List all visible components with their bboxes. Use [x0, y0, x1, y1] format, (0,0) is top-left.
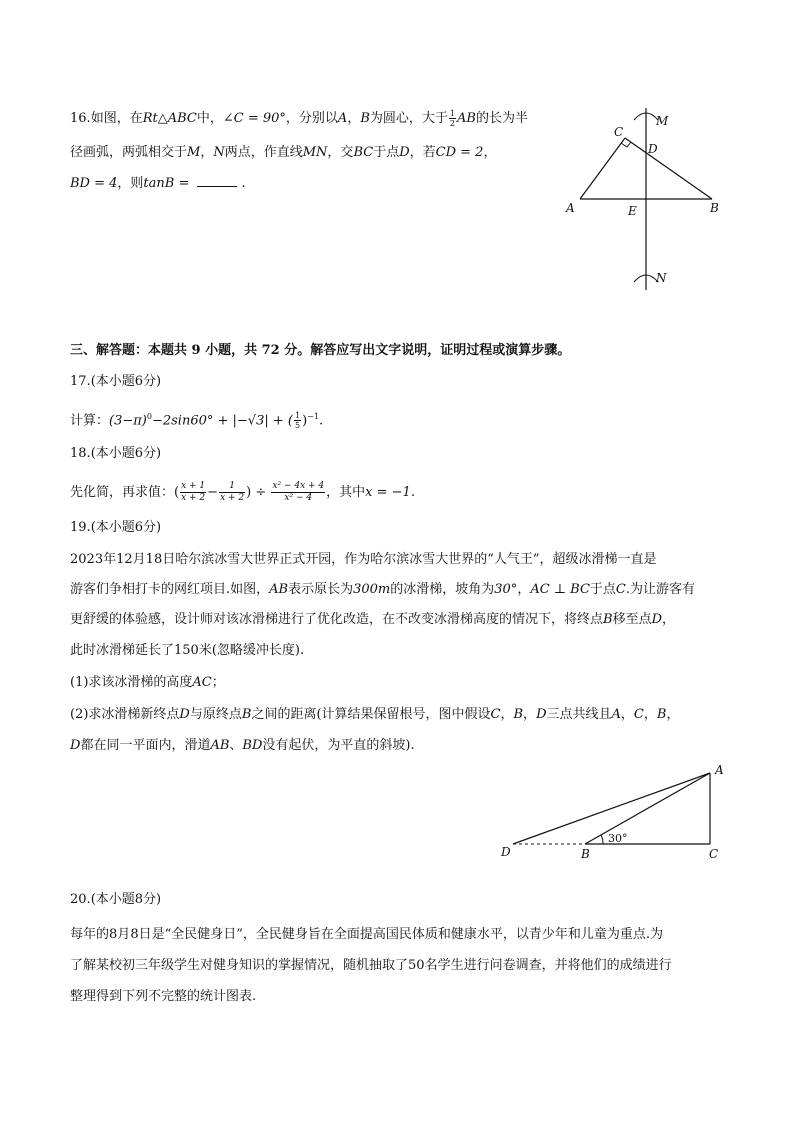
section3-header: 三、解答题：本题共 9 小题，共 72 分。解答应写出文字说明，证明过程或演算步骤。	[70, 343, 571, 358]
label-B: B	[581, 847, 590, 861]
label-B: B	[710, 201, 719, 215]
label-C: C	[709, 847, 719, 861]
q16-line2: 径画弧，两弧相交于M，N两点，作直线MN，交BC于点D，若CD = 2，	[70, 145, 497, 160]
label-N: N	[656, 271, 667, 285]
q16-line1: 16.如图，在Rt△ABC中，∠C = 90°，分别以A，B为圆心，大于 $\frac{1}{2}$ AB的长为半	[70, 109, 528, 128]
label-D: D	[501, 845, 511, 859]
label-A: A	[566, 201, 575, 215]
q20-heading: 20.(本小题8分)	[70, 892, 162, 907]
answer-blank[interactable]	[197, 174, 237, 187]
q16-line3: BD = 4，则tanB = .	[70, 176, 246, 191]
q20-paragraph-line1: 每年的8月8日是“全民健身日”，全民健身旨在全面提高国民体质和健康水平，以青少年和儿童为重点.为	[70, 927, 664, 942]
q19-subquestion-1: (1)求该冰滑梯的高度AC；	[70, 675, 225, 690]
q17-heading: 17.(本小题6分)	[70, 374, 162, 389]
label-C: C	[614, 125, 624, 139]
q18-expression: 先化简，再求值：( $\frac{x + 1}{x + 2}$ − $\frac{1}{x + 2}$ ) ÷ $\frac{\text{x² − 4x + 4}}{\text{x² − 4}}$ ，其中x = −1.	[70, 481, 415, 503]
q16-number: 16.	[70, 111, 91, 126]
label-A: A	[715, 763, 724, 777]
q20-paragraph-line3: 整理得到下列不完整的统计图表.	[70, 989, 257, 1004]
label-E: E	[628, 204, 637, 218]
q19-figure	[495, 760, 735, 865]
q19-paragraph-line3: 更舒缓的体验感，设计师对该冰滑梯进行了优化改造，在不改变冰滑梯高度的情况下，将终点B移至点D，	[70, 612, 676, 627]
q18-heading: 18.(本小题6分)	[70, 446, 162, 461]
angle-arc-B	[601, 835, 603, 844]
label-angle-30: 30°	[608, 832, 628, 845]
right-angle-mark	[621, 142, 631, 147]
fraction-one-fifth: $\frac{1}{5}$	[294, 411, 301, 431]
q19-heading: 19.(本小题6分)	[70, 520, 162, 535]
segment-CB	[625, 138, 712, 199]
q16-figure	[560, 100, 730, 300]
segment-AB	[585, 773, 710, 844]
q19-paragraph-line2: 游客们争相打卡的网红项目.如图，AB表示原长为300m的冰滑梯，坡角为30°，AC ⊥ BC于点C.为让游客有	[70, 582, 696, 597]
q19-paragraph-line4: 此时冰滑梯延长了150米(忽略缓冲长度).	[70, 643, 305, 658]
q17-expression: 计算：$(3-\pi)^0-2\sin 60^\circ + |-√3|$ + ( $\frac{1}{5}$ )$^{-1}$.	[70, 411, 324, 431]
label-D: D	[648, 142, 658, 156]
fraction-half: $\frac{1}{2}$	[449, 109, 455, 128]
label-M: M	[656, 114, 669, 128]
q19-subquestion-2-line2: D都在同一平面内，滑道AB、BD没有起伏，为平直的斜坡).	[70, 738, 415, 753]
q20-paragraph-line2: 了解某校初三年级学生对健身知识的掌握情况，随机抽取了50名学生进行问卷调查，并将他们的成绩进行	[70, 958, 672, 973]
segment-AC	[580, 138, 625, 199]
q19-subquestion-2-line1: (2)求冰滑梯新终点D与原终点B之间的距离(计算结果保留根号，图中假设C，B，D三点共线且A，C，B，	[70, 707, 680, 722]
q19-paragraph-line1: 2023年12月18日哈尔滨冰雪大世界正式开园，作为哈尔滨冰雪大世界的“人气王”，超级冰滑梯一直是	[70, 552, 657, 567]
